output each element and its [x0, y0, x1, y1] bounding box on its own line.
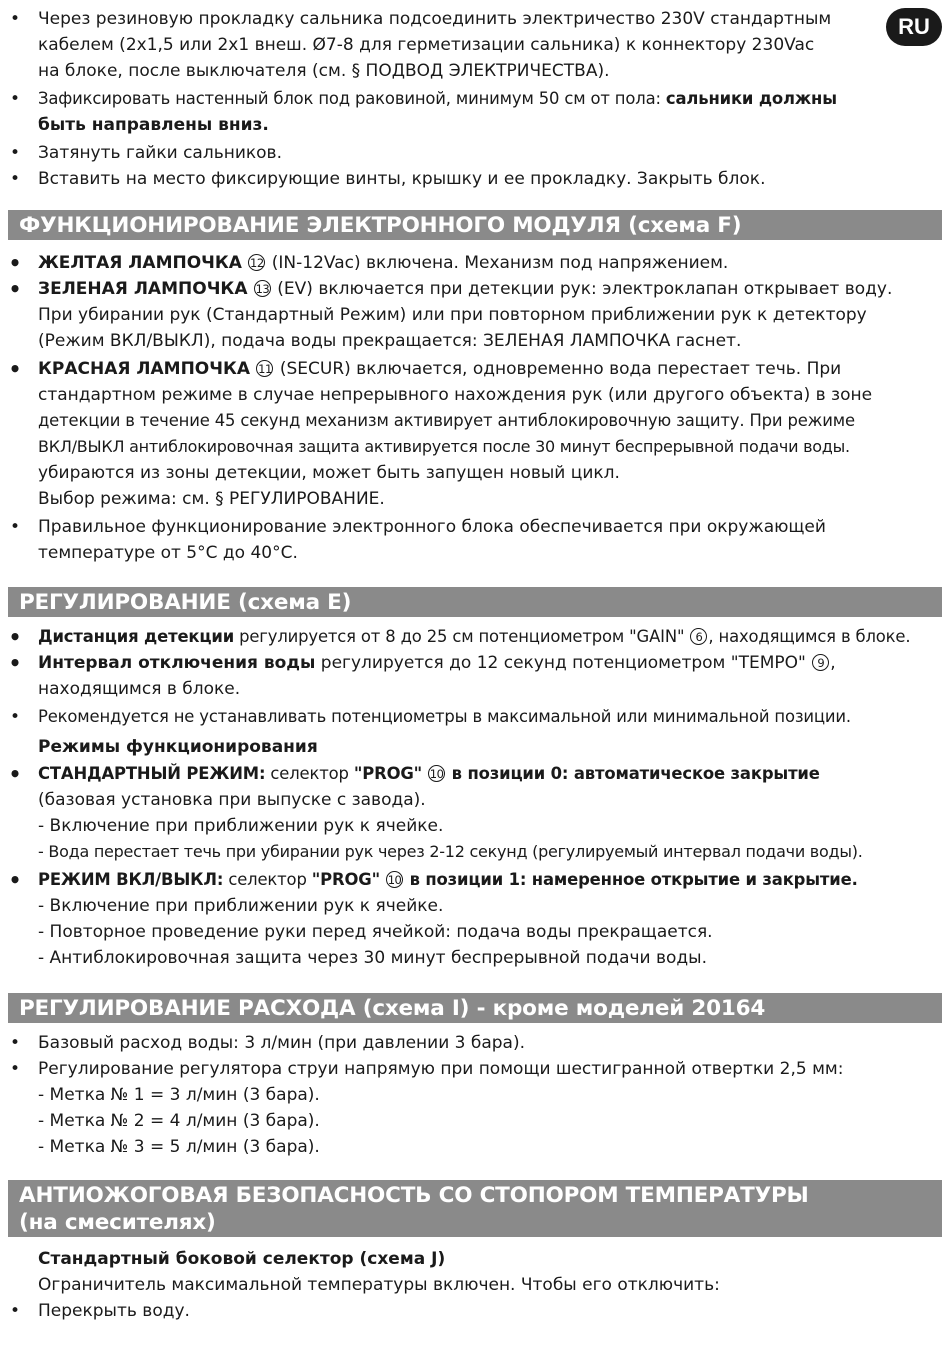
intro-line: кабелем (2x1,5 или 2x1 внеш. Ø7-8 для герметизации сальника) к коннектору 230Vac: [38, 35, 815, 55]
body-line: Рекомендуется не устанавливать потенциометры в максимальной или минимальной позиции.: [38, 707, 851, 726]
body-line: КРАСНАЯ ЛАМПОЧКА 11 (SECUR) включается, одновременно вода перестает течь. При: [38, 359, 842, 379]
body-line: - Включение при приближении рук к ячейке.: [38, 896, 444, 916]
callout-number-9: 9: [812, 654, 829, 671]
bullet-dot: •: [9, 169, 21, 189]
body-line: - Метка № 1 = 3 л/мин (3 бара).: [38, 1085, 320, 1105]
intro-line: Затянуть гайки сальников.: [38, 143, 282, 163]
bullet-dot: •: [8, 762, 22, 786]
callout-number-6: 6: [690, 628, 707, 645]
body-line: При убирании рук (Стандартный Режим) или при повторном приближении рук к детектору: [38, 305, 867, 325]
body-line: Ограничитель максимальной температуры включен. Чтобы его отключить:: [38, 1275, 720, 1295]
intro-line: Зафиксировать настенный блок под раковиной, минимум 50 см от пола: сальники должны: [38, 89, 837, 108]
body-line: Выбор режима: см. § РЕГУЛИРОВАНИЕ.: [38, 489, 385, 509]
callout-number-10: 10: [429, 767, 444, 781]
bullet-dot: •: [8, 277, 22, 301]
body-line: (базовая установка при выпуске с завода).: [38, 790, 426, 810]
section-title: АНТИОЖОГОВАЯ БЕЗОПАСНОСТЬ СО СТОПОРОМ ТЕМПЕРАТУРЫ: [19, 1183, 809, 1208]
callout-number-11: 11: [258, 362, 272, 376]
section-title: РЕГУЛИРОВАНИЕ (схема E): [19, 590, 352, 615]
body-line: детекции в течение 45 секунд механизм активирует антиблокировочную защиту. При режиме: [38, 411, 855, 430]
callout-number-12: 12: [250, 256, 264, 270]
body-line: Регулирование регулятора струи напрямую при помощи шестигранной отвертки 2,5 мм:: [38, 1059, 844, 1079]
bullet-dot: •: [9, 1301, 21, 1321]
body-line: ВКЛ/ВЫКЛ антиблокировочная защита активируется после 30 минут беспрерывной подачи воды.: [38, 437, 850, 456]
body-line: находящимся в блоке.: [38, 679, 241, 699]
bullet-dot: •: [8, 625, 22, 649]
section-title: ФУНКЦИОНИРОВАНИЕ ЭЛЕКТРОННОГО МОДУЛЯ (схема F): [19, 213, 742, 238]
callout-number-10: 10: [387, 873, 402, 887]
body-line: Дистанция детекции регулируется от 8 до 25 см потенциометром "GAIN" 6 , находящимся в блоке.: [38, 627, 911, 646]
bullet-dot: •: [8, 357, 22, 381]
body-line: РЕЖИМ ВКЛ/ВЫКЛ: селектор "PROG" 10 в позиции 1: намеренное открытие и закрытие.: [38, 870, 858, 889]
intro-line: на блоке, после выключателя (см. § ПОДВОД ЭЛЕКТРИЧЕСТВА).: [38, 61, 610, 81]
body-line: - Метка № 3 = 5 л/мин (3 бара).: [38, 1137, 320, 1157]
bullet-dot: •: [8, 651, 22, 675]
body-line: - Вода перестает течь при убирании рук через 2-12 секунд (регулируемый интервал подачи воды).: [38, 842, 863, 861]
section-title: (на смесителях): [19, 1210, 216, 1235]
subheading: Режимы функционирования: [38, 737, 318, 757]
body-line: - Повторное проведение руки перед ячейкой: подача воды прекращается.: [38, 922, 713, 942]
body-line: (Режим ВКЛ/ВЫКЛ), подача воды прекращается: ЗЕЛЕНАЯ ЛАМПОЧКА гаснет.: [38, 331, 742, 351]
intro-line: Вставить на место фиксирующие винты, крышку и ее прокладку. Закрыть блок.: [38, 169, 766, 189]
bullet-dot: •: [9, 9, 21, 29]
bullet-dot: •: [8, 251, 22, 275]
callout-number-13: 13: [255, 282, 270, 296]
body-line: СТАНДАРТНЫЙ РЕЖИМ: селектор "PROG" 10 в позиции 0: автоматическое закрытие: [38, 764, 820, 783]
body-line: Перекрыть воду.: [38, 1301, 190, 1321]
body-line: Правильное функционирование электронного блока обеспечивается при окружающей: [38, 517, 826, 537]
body-line: - Метка № 2 = 4 л/мин (3 бара).: [38, 1111, 320, 1131]
body-line: Базовый расход воды: 3 л/мин (при давлении 3 бара).: [38, 1033, 526, 1053]
subheading: Стандартный боковой селектор (схема J): [38, 1249, 446, 1269]
body-line: ЗЕЛЕНАЯ ЛАМПОЧКА 13 (EV) включается при детекции рук: электроклапан открывает воду.: [38, 279, 893, 299]
bullet-dot: •: [9, 89, 21, 109]
bullet-dot: •: [9, 517, 21, 537]
body-line: температуре от 5°C до 40°C.: [38, 543, 298, 563]
language-badge: RU: [886, 8, 942, 46]
bullet-dot: •: [9, 1059, 21, 1079]
body-line: - Антиблокировочная защита через 30 минут беспрерывной подачи воды.: [38, 948, 707, 968]
body-line: убираются из зоны детекции, может быть запущен новый цикл.: [38, 463, 620, 483]
bullet-dot: •: [9, 143, 21, 163]
body-line: - Включение при приближении рук к ячейке.: [38, 816, 444, 836]
body-line: стандартном режиме в случае непрерывного нахождения рук (или другого объекта) в зоне: [38, 385, 873, 405]
intro-line: Через резиновую прокладку сальника подсоединить электричество 230V стандартным: [38, 9, 832, 29]
bullet-dot: •: [8, 868, 22, 892]
bullet-dot: •: [9, 1033, 21, 1053]
body-line: ЖЕЛТАЯ ЛАМПОЧКА 12 (IN-12Vac) включена. Механизм под напряжением.: [38, 253, 729, 273]
intro-line: быть направлены вниз.: [38, 115, 269, 135]
bullet-dot: •: [9, 707, 21, 727]
body-line: Интервал отключения воды регулируется до 12 секунд потенциометром "TEMPO" 9 ,: [38, 653, 836, 673]
section-title: РЕГУЛИРОВАНИЕ РАСХОДА (схема I) - кроме моделей 20164: [19, 996, 766, 1021]
